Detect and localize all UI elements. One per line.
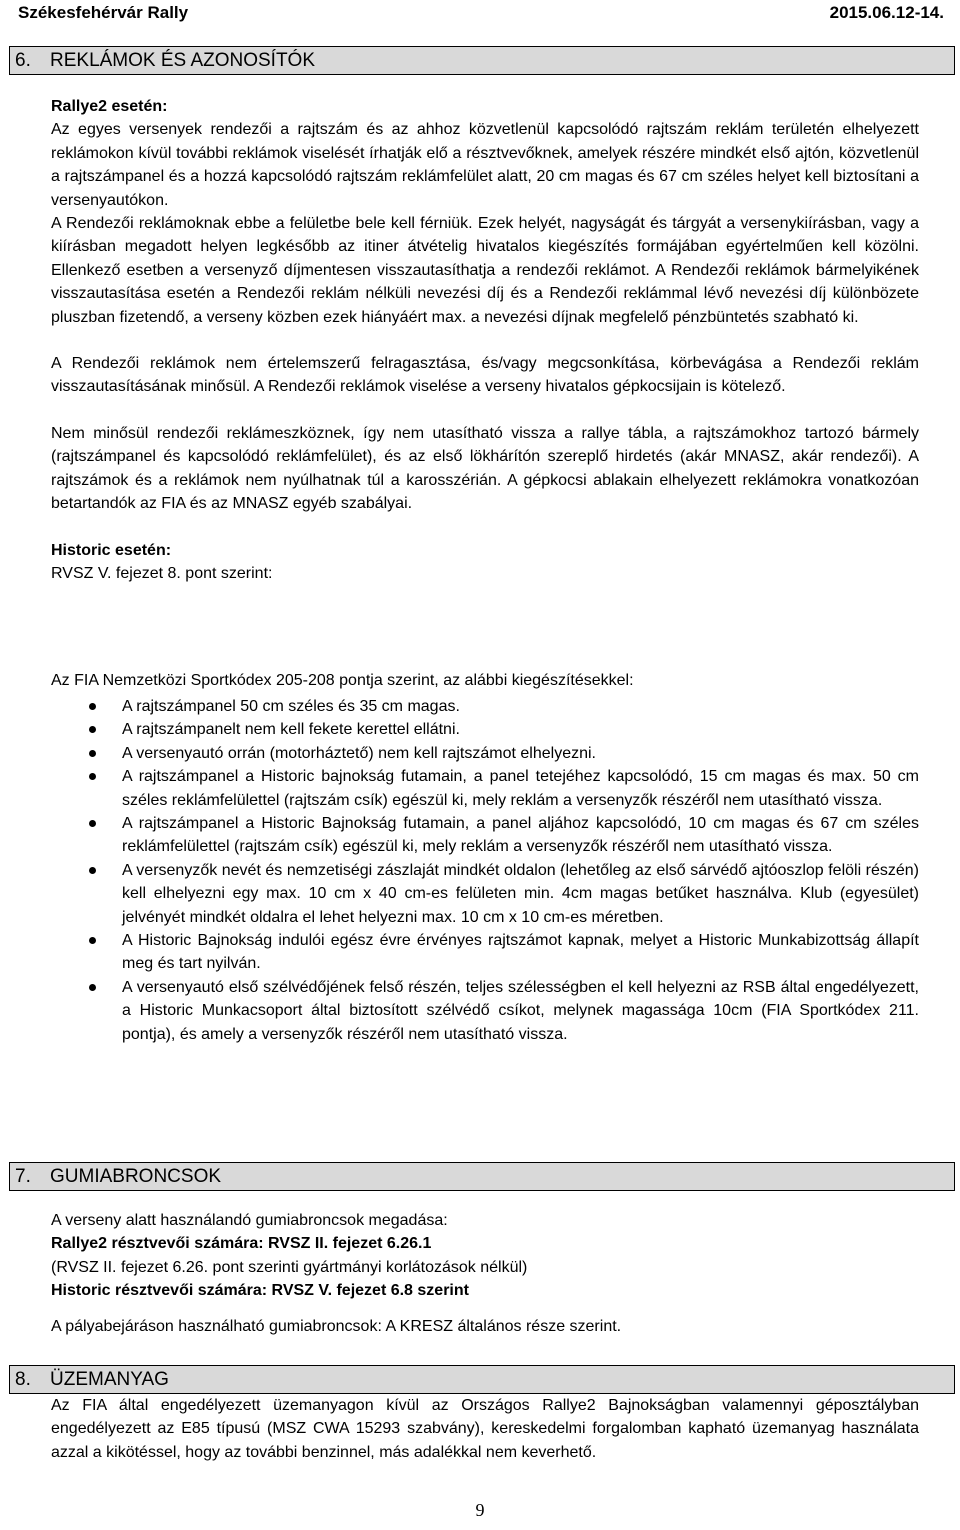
paragraph: A pályabejáráson használható gumiabroncsok: A KRESZ általános része szerint. xyxy=(51,1317,622,1335)
rallye2-heading: Rallye2 esetén: xyxy=(51,98,168,115)
paragraph: Az FIA Nemzetközi Sportkódex 205-208 pontja szerint, az alábbi kiegészítésekkel: xyxy=(51,672,634,689)
list-item: A rajtszámpanel 50 cm széles és 35 cm magas. xyxy=(51,695,919,718)
page-header xyxy=(8,1,948,31)
section-6-content xyxy=(51,95,919,585)
bullet-icon xyxy=(89,984,96,991)
paragraph: Az egyes versenyek rendezői a rajtszám és az ahhoz közvetlenül kapcsolódó rajtszám reklám területén elhelyezett reklámokon kívül további reklámok viselését írhatják elő a résztvevőknek, amelyek részére mindkét első ajtón, közvetlenül a rajtszámpanel és a hozzá kapcsolódó rajtszám reklámfelület alatt, 20 cm magas és 67 cm széles helyet kell biztosítani a versenyautókon. xyxy=(51,121,919,209)
bullet-icon xyxy=(89,773,96,780)
section-6-heading xyxy=(9,46,955,75)
list-item: A versenyzők nevét és nemzetiségi zászlaját mindkét oldalon (lehetőleg az első sárvédő ajtóoszlop felöli részén) kell elhelyezni egy max. 10 cm x 40 cm-es felületen min. 4cm magas betűket használva. Klub (egyesület) jelvényét mindkét oldalra el lehet helyezni max. 10 cm x 10 cm-es méretben. xyxy=(51,859,919,929)
paragraph: A verseny alatt használandó gumiabroncsok megadása: xyxy=(51,1212,448,1229)
paragraph: A Rendezői reklámok nem értelemszerű felragasztása, és/vagy megcsonkítása, körbevágása a Rendezői reklám visszautasításának minősül. A Rendezői reklámok viselése a verseny hivatalos gépkocsijain is kötelező. xyxy=(51,355,919,396)
page-number: 9 xyxy=(475,1500,485,1520)
section-8-number: 8. xyxy=(15,1369,31,1390)
section-8-title: ÜZEMANYAG xyxy=(50,1369,169,1390)
bullet-icon xyxy=(89,750,96,757)
section-7-content xyxy=(51,1209,919,1338)
bullet-icon xyxy=(89,937,96,944)
list-item: A rajtszámpanelt nem kell fekete kerettel ellátni. xyxy=(51,718,919,741)
section-8-content xyxy=(51,1394,919,1464)
bullet-icon xyxy=(89,820,96,827)
list-item: A Historic Bajnokság indulói egész évre érvényes rajtszámot kapnak, melyet a Historic Munkabizottság állapít meg és tart nyilván. xyxy=(51,929,919,976)
rallye2-tyre-rule: Rallye2 résztvevői számára: RVSZ II. fejezet 6.26.1 xyxy=(51,1235,432,1253)
section-6-number: 6. xyxy=(15,50,31,71)
section-7-number: 7. xyxy=(15,1166,31,1187)
bullet-icon xyxy=(89,703,96,710)
bullet-icon xyxy=(89,867,96,874)
list-item: A rajtszámpanel a Historic bajnokság futamain, a panel tetejéhez kapcsolódó, 15 cm magas és max. 50 cm széles reklámfelülettel (rajtszám csík) egészül ki, mely reklám a versenyzők részéről nem utasítható vissza. xyxy=(51,765,919,812)
historic-list-intro xyxy=(51,669,919,692)
section-7-heading xyxy=(9,1162,955,1191)
historic-bullets xyxy=(51,695,919,1046)
historic-heading: Historic esetén: xyxy=(51,541,172,559)
paragraph: Nem minősül rendezői reklámeszköznek, így nem utasítható vissza a rallye tábla, a rajtszámokhoz tartozó bármely (rajtszámpanel és kapcsolódó reklámfelület), és az első lökhárítón szereplő hirdetés (akár MNASZ, akár rendezői). A rajtszámok és a reklámok nem nyúlhatnak túl a karosszérián. A gépkocsi ablakain elhelyezett reklámokra vonatkozóan betartandók az FIA és az MNASZ egyéb szabályai. xyxy=(51,424,919,513)
list-item: A versenyautó orrán (motorháztető) nem kell rajtszámot elhelyezni. xyxy=(51,742,919,765)
paragraph: Az FIA által engedélyezett üzemanyagon kívül az Országos Rallye2 Bajnokságban valamennyi géposztályban engedélyezett az E85 típusú (MSZ CWA 15293 szabvány), kereskedelmi forgalomban kapható üzemanyag használata azzal a kikötéssel, hogy az további benzinnel, más adalékkal nem keverhető. xyxy=(51,1397,919,1461)
historic-tyre-rule: Historic résztvevői számára: RVSZ V. fejezet 6.8 szerint xyxy=(51,1282,469,1300)
paragraph: RVSZ V. fejezet 8. pont szerint: xyxy=(51,564,273,582)
header-event-name: Székesfehérvár Rally xyxy=(18,3,189,22)
bullet-list xyxy=(51,695,919,1046)
section-8-heading xyxy=(9,1365,955,1394)
list-item: A rajtszámpanel a Historic Bajnokság futamain, a panel aljához kapcsolódó, 10 cm magas és 67 cm széles reklámfelülettel (rajtszám csík) egészül ki, mely reklám a versenyzők részéről nem utasítható vissza. xyxy=(51,812,919,859)
paragraph: (RVSZ II. fejezet 6.26. pont szerinti gyártmányi korlátozások nélkül) xyxy=(51,1258,528,1276)
bullet-icon xyxy=(89,726,96,733)
paragraph: A Rendezői reklámoknak ebbe a felületbe bele kell férniük. Ezek helyét, nagyságát és tárgyát a versenykiírásban, vagy a kiírásban megadott helyen legkésőbb az itiner átvételig hivatalos kiegészítés formájában egyértelműen kell közölni. Ellenkező esetben a versenyző díjmentesen visszautasíthatja a rendezői reklámot. A Rendezői reklámok bármelyikének visszautasítása esetén a Rendezői reklám nélküli nevezési díj és a Rendezői reklámmal lévő nevezési díj különbözete pluszban fizetendő, a verseny közben ezek hiányáért max. a nevezési díjnak megfelelő pénzbüntetés szabható ki. xyxy=(51,215,919,326)
header-date: 2015.06.12-14. xyxy=(829,3,944,22)
section-6-title: REKLÁMOK ÉS AZONOSÍTÓK xyxy=(50,50,316,71)
list-item: A versenyautó első szélvédőjének felső részén, teljes szélességben el kell helyezni az RSB által engedélyezett, a Historic Munkacsoport által biztosított szélvédő csíkot, melynek magassága 10cm (FIA Sportkódex 211. pontja), és amely a versenyzők részéről nem utasítható vissza. xyxy=(51,976,919,1046)
section-7-title: GUMIABRONCSOK xyxy=(50,1166,222,1187)
